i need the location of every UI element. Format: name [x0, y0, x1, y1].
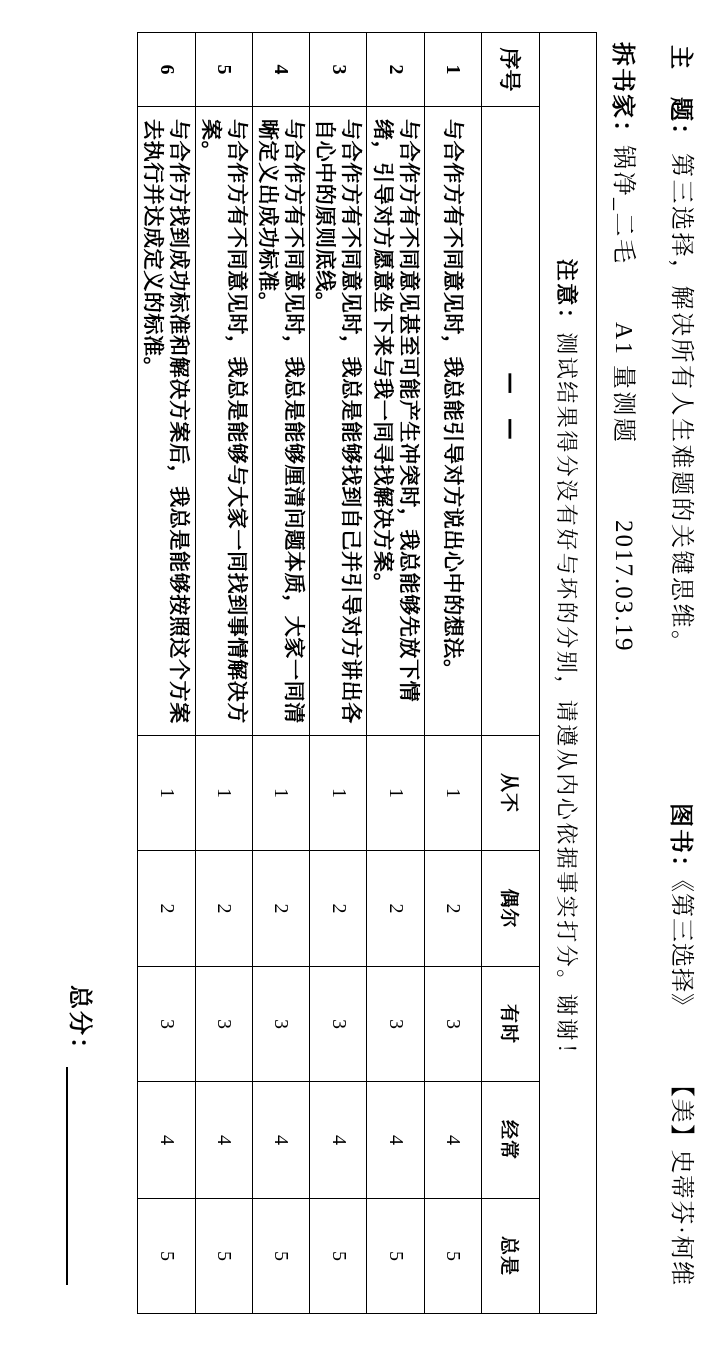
score-cell: 4: [252, 1082, 309, 1199]
score-cell: 5: [424, 1199, 481, 1314]
total-score-blank-line: [67, 1067, 69, 1285]
score-cell: 1: [310, 736, 367, 851]
statement-line: 去执行并达成定义的标准。: [141, 119, 166, 379]
note-text: 测试结果得分没有好与坏的分别，请遵从内心依据事实打分。谢谢！: [554, 332, 580, 1068]
score-cell: 3: [195, 967, 252, 1082]
score-cell: 3: [424, 967, 481, 1082]
statement-line: 与合作方有不同意见时，我总是能够与大家一同找到事情解决方: [224, 119, 249, 724]
statement-line: 与合作方找到成功标准和解决方案后，我总是能够按照这个方案: [167, 119, 192, 724]
row-index: 2: [367, 33, 424, 107]
book-title: 《第三选择》: [668, 868, 694, 1018]
score-cell: 4: [310, 1082, 367, 1199]
note-cell: [540, 33, 597, 1314]
score-cell: 2: [367, 851, 424, 967]
row-statement: [367, 107, 424, 736]
row-index: 1: [424, 33, 481, 107]
score-cell: 3: [252, 967, 309, 1082]
row-statement: [310, 107, 367, 736]
questionnaire-table: [137, 32, 597, 1314]
column-header-always: 总是: [482, 1199, 540, 1314]
score-cell: 3: [367, 967, 424, 1082]
row-statement: [195, 107, 252, 736]
column-header-sometimes: 有时: [482, 967, 540, 1082]
table-row: [424, 33, 481, 1314]
author-name: 锅净_二毛: [610, 145, 636, 266]
session-label: A1 量测题: [610, 322, 636, 445]
subject-text: 第三选择，解决所有人生难题的关键思维。: [668, 153, 694, 657]
note-row: [540, 33, 597, 1314]
statement-line: 绪，引导对方愿意坐下来与我一同寻找解决方案。: [370, 119, 395, 595]
row-statement: [138, 107, 195, 736]
statement-line: 案。: [198, 119, 223, 163]
column-header-never: 从不: [482, 736, 540, 851]
score-cell: 1: [367, 736, 424, 851]
row-statement: [424, 107, 481, 736]
score-cell: 1: [195, 736, 252, 851]
column-header-index: 序号: [482, 33, 540, 107]
statement-line: 晰定义出成功标准。: [255, 119, 280, 314]
total-score-label: 总分：: [66, 985, 94, 1063]
score-cell: 5: [252, 1199, 309, 1314]
score-cell: 1: [424, 736, 481, 851]
score-cell: 5: [195, 1199, 252, 1314]
score-cell: 3: [310, 967, 367, 1082]
score-cell: 2: [310, 851, 367, 967]
row-index: 6: [138, 33, 195, 107]
header-row: [482, 33, 540, 1314]
score-cell: 2: [195, 851, 252, 967]
table-row: [367, 33, 424, 1314]
table-row: [138, 33, 195, 1314]
row-statement: [252, 107, 309, 736]
column-header-statement: — —: [482, 107, 540, 736]
score-cell: 2: [424, 851, 481, 967]
score-cell: 4: [424, 1082, 481, 1199]
date-text: 2017.03.19: [610, 520, 637, 653]
table-row: [310, 33, 367, 1314]
statement-line: 自心中的原则底线。: [313, 119, 338, 314]
column-header-often: 经常: [482, 1082, 540, 1199]
score-cell: 2: [138, 851, 195, 967]
statement-line: 与合作方有不同意见时，我总是能够找到自己并引导对方讲出各: [339, 119, 364, 724]
score-cell: 4: [195, 1082, 252, 1199]
row-index: 3: [310, 33, 367, 107]
statement-line: 与合作方有不同意见甚至可能产生冲突时，我总能够先放下情: [396, 119, 421, 703]
subject-label: 主 题：: [667, 45, 695, 149]
score-cell: 3: [138, 967, 195, 1082]
table-row: [195, 33, 252, 1314]
score-cell: 4: [367, 1082, 424, 1199]
column-header-occasionally: 偶尔: [482, 851, 540, 967]
table-row: [252, 33, 309, 1314]
author-label: 拆书家：: [609, 42, 637, 146]
row-index: 4: [252, 33, 309, 107]
score-cell: 1: [252, 736, 309, 851]
score-cell: 4: [138, 1082, 195, 1199]
book-author: 【美】史蒂芬·柯维: [668, 1073, 694, 1287]
book-label: 图书：: [667, 803, 695, 881]
row-index: 5: [195, 33, 252, 107]
score-cell: 5: [310, 1199, 367, 1314]
score-cell: 5: [367, 1199, 424, 1314]
statement-line: 与合作方有不同意见时，我总能引导对方说出心中的想法。: [440, 119, 465, 681]
score-cell: 1: [138, 736, 195, 851]
score-cell: 5: [138, 1199, 195, 1314]
note-label: 注意：: [553, 258, 579, 333]
statement-line: 与合作方有不同意见时，我总是能够厘清问题本质，大家一同清: [281, 119, 306, 724]
score-cell: 2: [252, 851, 309, 967]
